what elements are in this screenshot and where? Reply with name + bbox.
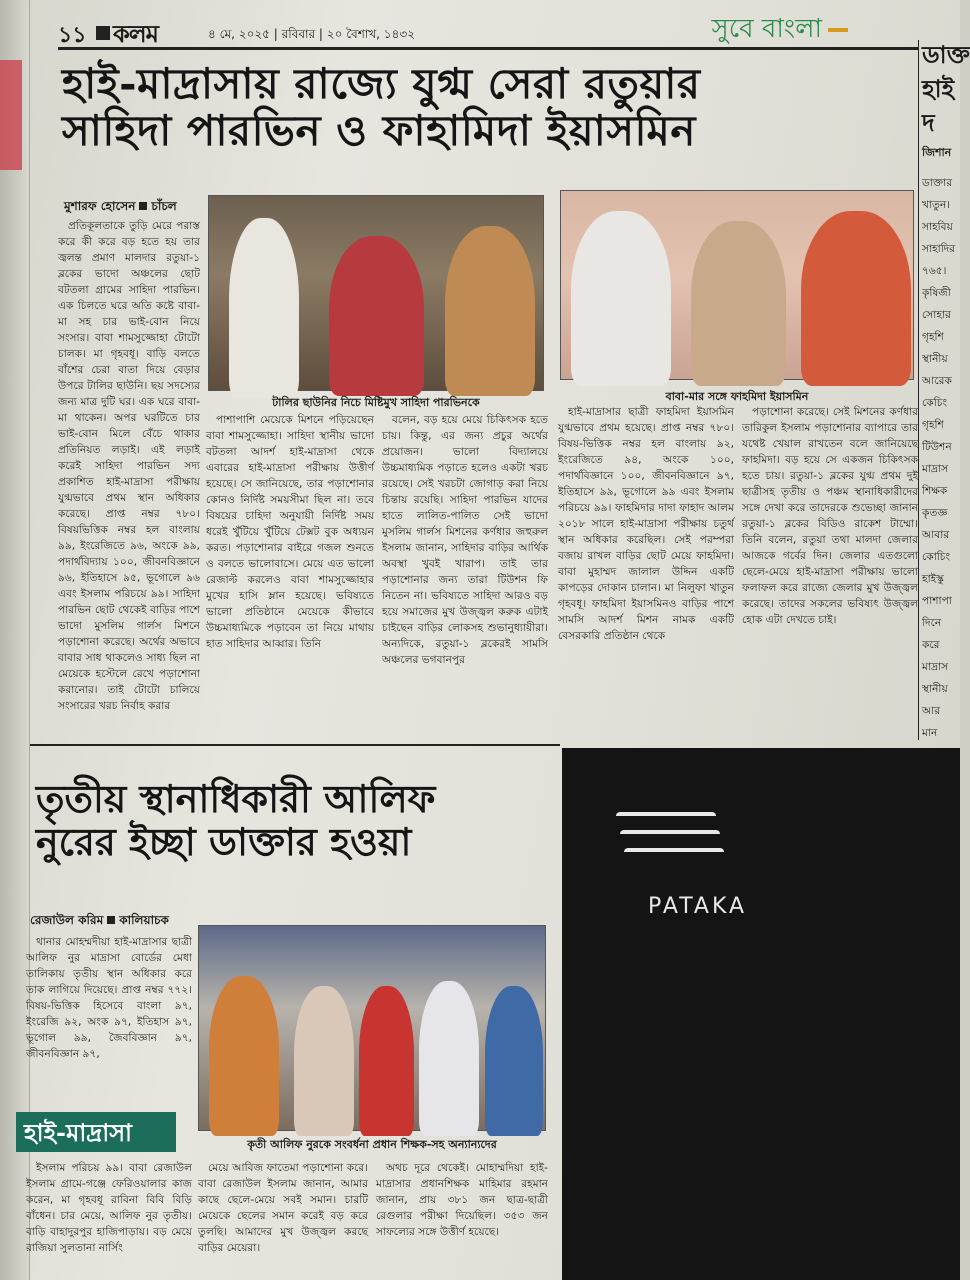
dateline: ৪ মে, ২০২৫ | রবিবার | ২০ বৈশাখ, ১৪৩২ — [208, 27, 415, 41]
right-story-line: কৃষিজী — [922, 287, 951, 299]
story2-col3-text: অথচ দূরে থেকেই। মোহাম্মদিয়া হাই-মাদ্রাসার প্রধানশিক্ষক মাহিমার রহমান জানান, প্রায় ৩৮১ জন ছাত্র-ছাত্রী রেগুলার পরীক্ষা দিয়েছিল। ৩৫৩ জন সাফল্যের সঙ্গে উত্তীর্ণ হয়েছে। — [376, 1162, 548, 1238]
story1-col3-text: বলেন, বড় হয়ে মেয়ে চিকিৎসক হতে চায়। কিন্তু, এর জন্য প্রচুর অর্থের প্রয়োজন। ভালো বিদ্যালয়ে উচ্চমাধ্যমিক পড়াতে হলেও একটা খরচ রয়েছে। সেই খরচটা জোগাড় করা নিয়ে চিন্তায় রয়েছি। সাহিদা পারভিন যাদের হাতে লালিত-পালিত সেই ভাদো মুসলিম গার্লস মিশনের কর্ণধার জহুরুল ইসলাম জানান, সাহিদার বাড়ির আর্থিক অবস্থা খুবই খারাপ। তাই তার পড়াশোনার জন্য তারা টিউশন ফি নিতেন না। ভবিষ্যতে সাহিদা আরও বড় হয়ে সমাজের মুখ উজ্জ্বল করুক এটাই চাইছেন বাড়ির লোকসহ শুভানুধ্যায়ীরা। অন্যদিকে, রতুয়া-১ ব্লকেরই সামসি অঞ্চলের ভগবানপুর — [382, 414, 548, 666]
right-story-line: ডাক্তার — [922, 177, 953, 189]
story1-col1-text: প্রতিকূলতাকে তুড়ি মেরে পরাস্ত করে কী করে বড় হতে হয় তার জ্বলন্ত প্রমাণ মালদার রতুয়া-১ ব্লকের ভাদো অঞ্চলের ছোট বটতলা গ্রামের সাহিদা পারভিন। এক চিলতে ঘরে অতি কষ্টে বাবা-মা সহ চার ভাই-বোন নিয়ে সংসার। বাবা শামসুজ্জোহা টোটো চালক। মা গৃহবধূ। বাড়ি বলতে বাঁশের চেরা বাতা দিয়ে বেড়ার উপরে টালির ছাউনি। ছয় সদস্যের জন্য মাত্র দুটি ঘর। এক ঘরে বাবা-মা থাকেন। অপর ঘরটিতে চার ভাই-বোন মিলে বেঁচে থাকার প্রতিনিয়ত লড়াই। এই লড়াই করেই সাহিদা পারভিন সদ্য প্রকাশিত হাই-মাদ্রাসা পরীক্ষায় যুগ্মভাবে প্রথম স্থান অধিকার করেছে। প্রাপ্ত নম্বর ৭৮০। বিষয়ভিত্তিক নম্বর হল বাংলায় ৯৯, ইংরেজিতে ৯৬, অংকে ৯৯, পদার্থবিদ্যায় ১০০, জীবনবিজ্ঞানে ৯৬, ইতিহাসে ৯৫, ভূগোলে ৯৬ এবং ইসলাম পরিচয়ে ৯৯। সাহিদা পারভিন ছোট থেকেই বাড়ির পাশে ভাদো মুসলিম গার্লস মিশনে পড়াশোনা করেছে। অর্থের অভাবে বাবার সাধ থাকলেও সাধ্য ছিল না মেয়েকে হস্টেলে রেখে পড়াশোনা করানোর। তাই টোটো চালিয়ে সংসারের খরচ নির্বাহ করার — [58, 220, 200, 712]
story1-byline-place: চাঁচল — [151, 199, 177, 213]
photo-person-father — [571, 211, 671, 386]
right-story-line: খাতুন। — [922, 199, 951, 211]
right-story-headline — [922, 38, 970, 140]
section-divider — [30, 744, 560, 746]
pataka-logo-icon — [616, 812, 726, 876]
right-story-column — [922, 172, 960, 744]
right-story-headline-line2: হাই — [922, 74, 955, 103]
story2-column-1b — [26, 1160, 192, 1280]
photo-person-mother — [445, 226, 535, 396]
right-story-headline-line3: দ — [922, 108, 935, 137]
story2-headline-line2: নুরের ইচ্ছা ডাক্তার হওয়া — [36, 818, 412, 864]
photo-person-headmaster — [419, 981, 479, 1136]
right-story-line: মাদ্রাস — [922, 661, 949, 673]
right-story-line: স্থানীয় — [922, 683, 948, 695]
right-story-line: আবার — [922, 529, 950, 541]
story2-byline — [30, 912, 169, 932]
story2-column-1 — [26, 934, 192, 1110]
story1-column-5 — [742, 404, 918, 738]
story1-column-3 — [382, 412, 548, 738]
story2-column-2 — [198, 1160, 368, 1280]
right-story-line: পাশাপা — [922, 595, 952, 607]
right-story-line: সাহবিয় — [922, 221, 953, 233]
story1-column-4 — [558, 404, 734, 738]
advertisement — [562, 748, 960, 1280]
adjacent-page-color-strip — [0, 60, 22, 170]
story2-headline — [36, 778, 435, 863]
right-story-line: দিনে — [922, 617, 942, 629]
right-story-line: আর — [922, 705, 941, 717]
logo-text: কলম — [113, 20, 159, 48]
ad-brand-name: PATAKA — [648, 894, 748, 919]
story1-photo-fahamida — [560, 190, 914, 380]
right-story-line: কোচিং — [922, 551, 951, 563]
section-decoration-icon — [828, 28, 848, 32]
masthead — [58, 14, 918, 50]
story1-col2-text: পাশাপাশি মেয়েকে মিশনে পড়িয়েছেন বাবা শামসুজ্জোহা। সাহিদা স্থানীয় ভাদো বটতলা আদর্শ হাই-মাদ্রাসা থেকে এবারের হাই-মাদ্রাসা পরীক্ষায় উত্তীর্ণ হয়েছে। সে জানিয়েছে, তার পড়াশোনার কোনও নির্দিষ্ট সময়সীমা ছিল না। তবে বিষয়ের চাহিদা অনুযায়ী নির্দিষ্ট সময় ধরেই খুঁটিয়ে খুঁটিয়ে টেক্সট বুক অধ্যয়ন করত। পড়াশোনার বাইরে গজল শুনতে ও বলতে ভালোবাসে। মেয়ে এত ভালো রেজাল্ট করলেও বাবা শামসুজ্জোহার মুখের হাসি ম্লান হয়েছে। ভবিষ্যতে ভালো প্রতিষ্ঠানে মেয়েকে কীভাবে উচ্চমাধ্যমিকে পড়াবেন তা নিয়ে মাথায় হাত সাহিদার আব্বার। তিনি — [206, 414, 374, 650]
story2-section-tag: হাই-মাদ্রাসা — [16, 1112, 176, 1152]
story1-headline — [62, 60, 700, 154]
photo-person-father — [229, 218, 299, 398]
right-story-line: কেচিং — [922, 397, 948, 409]
right-story-line: স্থানীয় — [922, 353, 948, 365]
section-title — [712, 8, 848, 52]
right-story-line: গৃহশি — [922, 331, 944, 343]
right-story-line: কৃতজ্ঞ — [922, 507, 948, 519]
byline-square-icon — [139, 202, 147, 210]
story1-column-1 — [58, 218, 200, 738]
story1-col5-text: পড়াশোনা করেছে। সেই মিশনের কর্ণধার তারিকুল ইসলাম পড়াশোনার ব্যাপারে তার যথেষ্ট খেয়াল রাখতেন বলে জানিয়েছে ফাহমিদা। বড় হয়ে সে একজন চিকিৎসক হতে চায়। রতুয়া-১ ব্লকের যুগ্ম প্রথম দুই ছাত্রীসহ তৃতীয় ও পঞ্চম স্থানাধিকারীদের সঙ্গে দেখা করে তাদেরকে শুভেচ্ছা জানান রতুয়া-১ ব্লকের বিডিও রাকেশ টাম্মো। তিনি বলেন, রতুয়া তথা মালদা জেলার আজকে গর্বের দিন। জেলার এতগুলো ছেলে-মেয়ে হাই-মাদ্রাসা পরীক্ষায় ভালো ফলাফল করে রাজ্যে জেলার মুখ উজ্জ্বল করেছে। তাদের সকলের ভবিষ্যৎ উজ্জ্বল হোক এটা দেখতে চাই। — [742, 406, 918, 626]
photo-person-teacher — [209, 976, 279, 1136]
story1-byline-name: মুশারফ হোসেন — [64, 199, 136, 213]
story1-photo1-caption: টালির ছাউনির নিচে মিষ্টিমুখ সাহিদা পারভিনকে — [272, 396, 480, 409]
right-story-line: সোহার — [922, 309, 951, 321]
story2-col2-text: মেয়ে আবিজ ফাতেমা পড়াশোনা করে। বাবা রেজাউল ইসলাম জানান, আমার কাছে ছেলে-মেয়ে সবই সমান। চারটি মেয়েকে ছেলের সমান করেই বড় করে তুলছি। আমাদের মুখ উজ্জ্বল করছে বাড়ির মেয়েরা। — [198, 1162, 368, 1254]
photo-person-guest — [294, 986, 354, 1136]
photo-person-guest — [485, 986, 543, 1136]
logo-square-icon — [96, 26, 110, 40]
photo-person-student — [329, 236, 424, 396]
right-story-line: করে — [922, 639, 940, 651]
column-divider — [918, 40, 919, 740]
story1-headline-line1: হাই-মাদ্রাসায় রাজ্যে যুগ্ম সেরা রতুয়ার — [62, 59, 701, 108]
right-story-line: গৃহশি — [922, 419, 944, 431]
story2-byline-name: রেজাউল করিম — [30, 913, 104, 927]
newspaper-logo — [96, 16, 158, 56]
story1-headline-line2: সাহিদা পারভিন ও ফাহামিদা ইয়াসমিন — [62, 106, 696, 156]
story2-headline-line1: তৃতীয় স্থানাধিকারী আলিফ — [36, 776, 436, 821]
right-story-line: মান — [922, 727, 938, 739]
photo-person-mother — [801, 211, 911, 386]
story1-column-2 — [206, 412, 374, 738]
right-story-line: সাহাদির — [922, 243, 956, 255]
story2-byline-place: কালিয়াচক — [119, 913, 169, 927]
photo-person-student — [359, 986, 414, 1136]
story1-photo-sahida — [208, 195, 544, 391]
right-story-headline-line1: ডাক্ত — [922, 40, 970, 69]
story2-col1-text: থানার মোহম্মদীয়া হাই-মাদ্রাসার ছাত্রী আলিফ নুর মাদ্রাসা বোর্ডের মেধা তালিকায় তৃতীয় স্থান অধিকার করে তাক লাগিয়ে দিয়েছে। প্রাপ্ত নম্বর ৭৭২। বিষয়-ভিত্তিক হিসেবে বাংলা ৯৭, ইংরেজি ৯২, অংক ৯৭, ইতিহাস ৯৭, ভূগোল ৯৯, জৈববিজ্ঞান ৯৭, জীবনবিজ্ঞান ৯৭, — [26, 936, 192, 1060]
story2-photo-caption: কৃতী আলিফ নুরকে সংবর্ধনা প্রধান শিক্ষক-সহ অন্যান্যদের — [247, 1138, 497, 1151]
byline-square-icon — [107, 916, 115, 924]
story2-col1b-text: ইসলাম পরিচয় ৯৯। বাবা রেজাউল ইসলাম গ্রামে-গঞ্জে ফেরিওয়ালার কাজ করেন, মা গৃহবধূ রাবিনা বিবি বিড়ি বাঁধেন। চার মেয়ে, আলিফ নুর তৃতীয়। বাড়ি বাহাদুরপুর হাজিপাড়ায়। বড় মেয়ে রাজিয়া সুলতানা নার্সিং — [26, 1162, 192, 1254]
right-story-line: ৭৬৫। — [922, 265, 947, 277]
right-story-line: আরেক — [922, 375, 952, 387]
right-story-line: শিক্ষক — [922, 485, 948, 497]
story2-photo-alif-nur — [198, 925, 546, 1131]
page-number: ১১ — [58, 23, 87, 48]
right-story-line: টিউশন — [922, 441, 952, 453]
right-story-line: মাদ্রাস — [922, 463, 949, 475]
right-story-byline: জিশান — [922, 146, 952, 159]
story1-byline — [64, 198, 177, 218]
story1-photo2-caption: বাবা-মার সঙ্গে ফাহমিদা ইয়াসমিন — [665, 390, 809, 403]
photo-person-student — [691, 221, 786, 386]
section-title-text: সুবে বাংলা — [711, 14, 822, 44]
story1-col4-text: হাই-মাদ্রাসার ছাত্রী ফাহমিদা ইয়াসমিন যুগ্মভাবে প্রথম হয়েছে। প্রাপ্ত নম্বর ৭৮০। বিষয়-ভিত্তিক নম্বর হল বাংলায় ৯২, ইংরেজিতে ৯৪, অংকে ১০০, পদার্থবিজ্ঞানে ১০০, জীবনবিজ্ঞানে ৯৭, ইতিহাসে ৯৯, ভূগোলে ৯৯ এবং ইসলাম পরিচয়ে ৯৯। ফাহমিদার দাদা ফাহাদ আলম ২০১৮ সালে হাই-মাদ্রাসা পরীক্ষায় চতুর্থ স্থান অধিকার করেছিল। সেই পরম্পরা বজায় রাখল বাড়ির ছোট মেয়ে ফাহমিদা। বাবা মুহাম্মদ জালাল উদ্দিন একটি কাপড়ের দোকান চালান। মা নিলুফা খাতুন গৃহবধূ। ফাহমিদা ইয়াসমিনও বাড়ির পাশে সামসি আদর্শ মিশন নামক একটি বেসরকারি প্রতিষ্ঠান থেকে — [558, 406, 734, 642]
right-story-line: হাইস্কু — [922, 573, 944, 585]
story2-column-3 — [376, 1160, 548, 1280]
